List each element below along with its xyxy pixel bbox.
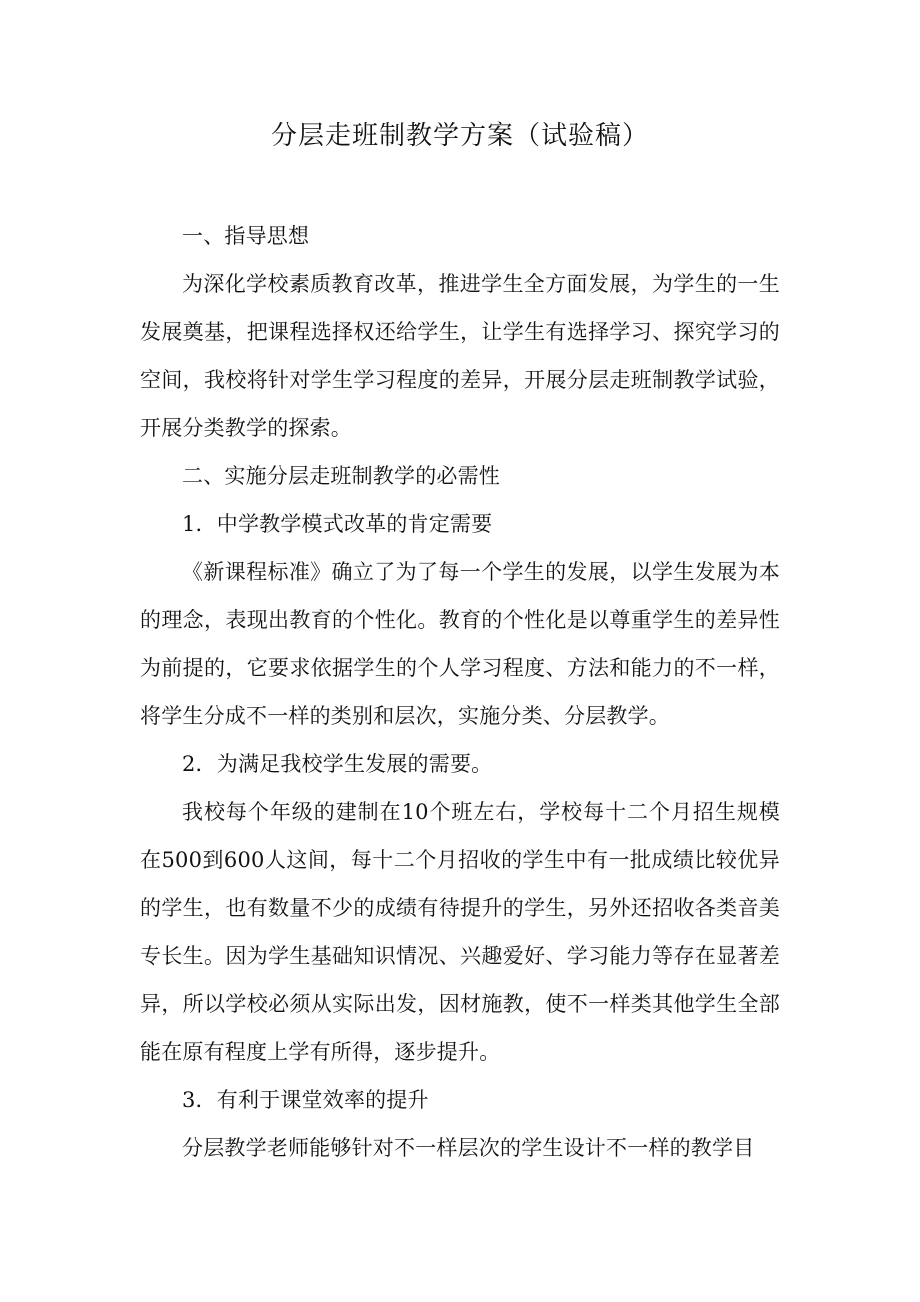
subheading-student-development: 2．为满足我校学生发展的需要。 [182,752,493,776]
section-heading-necessity: 二、实施分层走班制教学的必需性 [182,464,500,488]
subheading-reform-need: 1．中学教学模式改革的肯定需要 [182,512,493,536]
paragraph-reform-need: 《新课程标准》确立了为了每一个学生的发展，以学生发展为本的理念，表现出教育的个性化。教育的个性化是以尊重学生的差异性为前提的，它要求依据学生的个人学习程度、方法和能力的不一样，将学生分成不一样的类别和层次，实施分类、分层教学。 [140,560,780,728]
document-title: 分层走班制教学方案（试验稿） [270,121,649,151]
subheading-classroom-efficiency: 3．有利于课堂效率的提升 [182,1088,429,1112]
document-body [140,212,780,1172]
paragraph-classroom-efficiency: 分层教学老师能够针对不一样层次的学生设计不一样的教学目 [182,1136,755,1160]
paragraph-student-development: 我校每个年级的建制在10个班左右，学校每十二个月招生规模在500到600人这间，每十二个月招收的学生中有一批成绩比较优异的学生，也有数量不少的成绩有待提升的学生，另外还招收各类音美专长生。因为学生基础知识情况、兴趣爱好、学习能力等存在显著差异，所以学校必须从实际出发，因材施教，使不一样类其他学生全部能在原有程度上学有所得，逐步提升。 [140,800,780,1064]
paragraph-guiding-ideology: 为深化学校素质教育改革，推进学生全方面发展，为学生的一生发展奠基，把课程选择权还给学生，让学生有选择学习、探究学习的空间，我校将针对学生学习程度的差异，开展分层走班制教学试验，开展分类教学的探索。 [140,272,780,440]
section-heading-guiding-ideology: 一、指导思想 [182,224,310,248]
